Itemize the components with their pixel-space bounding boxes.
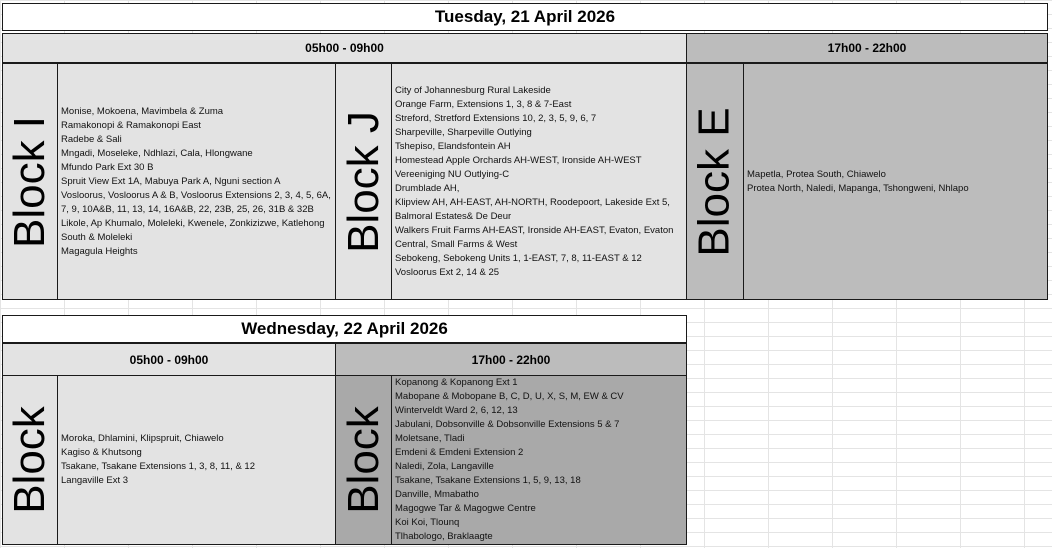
area-line: Vereeniging NU Outlying-C: [395, 168, 510, 180]
area-line: Kopanong & Kopanong Ext 1: [395, 377, 518, 388]
area-line: Emdeni & Emdeni Extension 2: [395, 447, 524, 458]
area-line: Orange Farm, Extensions 1, 3, 8 & 7-East: [395, 98, 572, 110]
day2-title: Wednesday, 22 April 2026: [2, 315, 687, 343]
area-line: Naledi, Zola, Langaville: [395, 461, 494, 472]
area-line: Radebe & Sali: [61, 133, 122, 145]
area-line: Moletsane, Tladi: [395, 433, 465, 444]
day2-morning-block-label-text: Block: [5, 406, 54, 514]
block-e-label-text: Block E: [690, 106, 740, 257]
area-line: Vosloorus, Vosloorus A & B, Vosloorus Extensions 2, 3, 4, 5, 6A, 7, 9, 10A&B, 11, 13, 14, 16A&B, 22, 23B, 25, 26, 31B & 32B: [61, 189, 331, 215]
day1-title: Tuesday, 21 April 2026: [2, 3, 1048, 31]
area-line: Koi Koi, Tlounq: [395, 517, 460, 528]
area-line: Tsakane, Tsakane Extensions 1, 3, 8, 11, & 12: [61, 461, 255, 472]
area-line: Mngadi, Moseleke, Ndhlazi, Cala, Hlongwane: [61, 147, 253, 159]
area-line: Moroka, Dhlamini, Klipspruit, Chiawelo: [61, 433, 224, 444]
area-line: Walkers Fruit Farms AH-EAST, Ironside AH-EAST, Evaton, Evaton Central, Small Farms & West: [395, 224, 674, 250]
area-line: Tlhabologo, Braklaagte: [395, 531, 493, 542]
area-line: Tsakane, Tsakane Extensions 1, 5, 9, 13, 18: [395, 475, 581, 486]
area-line: Jabulani, Dobsonville & Dobsonville Extensions 5 & 7: [395, 419, 620, 430]
day2-evening-block-label: [335, 375, 392, 545]
area-line: Monise, Mokoena, Mavimbela & Zuma: [61, 105, 224, 117]
area-line: Sebokeng, Sebokeng Units 1, 1-EAST, 7, 8, 11-EAST & 12: [395, 252, 642, 264]
area-line: Spruit View Ext 1A, Mabuya Park A, Nguni section A: [61, 175, 281, 187]
area-line: Mabopane & Mobopane B, C, D, U, X, S, M, EW & CV: [395, 391, 624, 402]
area-line: Mapetla, Protea South, Chiawelo: [747, 168, 886, 180]
day2-evening-block-label-text: Block: [338, 406, 388, 514]
area-line: Vosloorus Ext 2, 14 & 25: [395, 266, 500, 278]
area-line: Magogwe Tar & Magogwe Centre: [395, 503, 536, 514]
area-line: Mfundo Park Ext 30 B: [61, 161, 154, 173]
day2-evening-time: 17h00 - 22h00: [335, 343, 687, 376]
area-line: Streford, Stretford Extensions 10, 2, 3, 5, 9, 6, 7: [395, 112, 597, 124]
day2-morning-block-areas: [57, 375, 336, 545]
area-line: Langaville Ext 3: [61, 475, 129, 486]
area-line: Danville, Mmabatho: [395, 489, 479, 500]
area-line: City of Johannesburg Rural Lakeside: [395, 84, 551, 96]
block-j-label: [335, 63, 392, 300]
day2-morning-block-label: [2, 375, 58, 545]
area-line: Drumblade AH,: [395, 182, 460, 194]
day1-morning-time: 05h00 - 09h00: [2, 33, 687, 63]
area-line: Protea North, Naledi, Mapanga, Tshongweni, Nhlapo: [747, 182, 969, 194]
area-line: Likole, Ap Khumalo, Moleleki, Kwenele, Zonkizizwe, Katlehong South & Moleleki: [61, 217, 325, 243]
area-line: Winterveldt Ward 2, 6, 12, 13: [395, 405, 518, 416]
area-line: Magagula Heights: [61, 245, 138, 257]
area-line: Kagiso & Khutsong: [61, 447, 142, 458]
area-line: Sharpeville, Sharpeville Outlying: [395, 126, 532, 138]
block-j-areas: [391, 63, 687, 300]
area-line: Tshepiso, Elandsfontein AH: [395, 140, 511, 152]
day2-evening-block-areas: [391, 375, 687, 545]
day2-morning-time: 05h00 - 09h00: [2, 343, 336, 376]
block-i-label: [2, 63, 58, 300]
block-i-areas: [57, 63, 336, 300]
area-line: Klipview AH, AH-EAST, AH-NORTH, Roodepoort, Lakeside Ext 5, Balmoral Estates& De Deur: [395, 196, 670, 222]
block-j-label-text: Block J: [338, 110, 388, 253]
block-e-label: [686, 63, 744, 300]
block-e-areas: [743, 63, 1048, 300]
day1-evening-time: 17h00 - 22h00: [686, 33, 1048, 63]
area-line: Homestead Apple Orchards AH-WEST, Ironside AH-WEST: [395, 154, 642, 166]
area-line: Ramakonopi & Ramakonopi East: [61, 119, 201, 131]
block-i-label-text: Block I: [5, 115, 55, 248]
